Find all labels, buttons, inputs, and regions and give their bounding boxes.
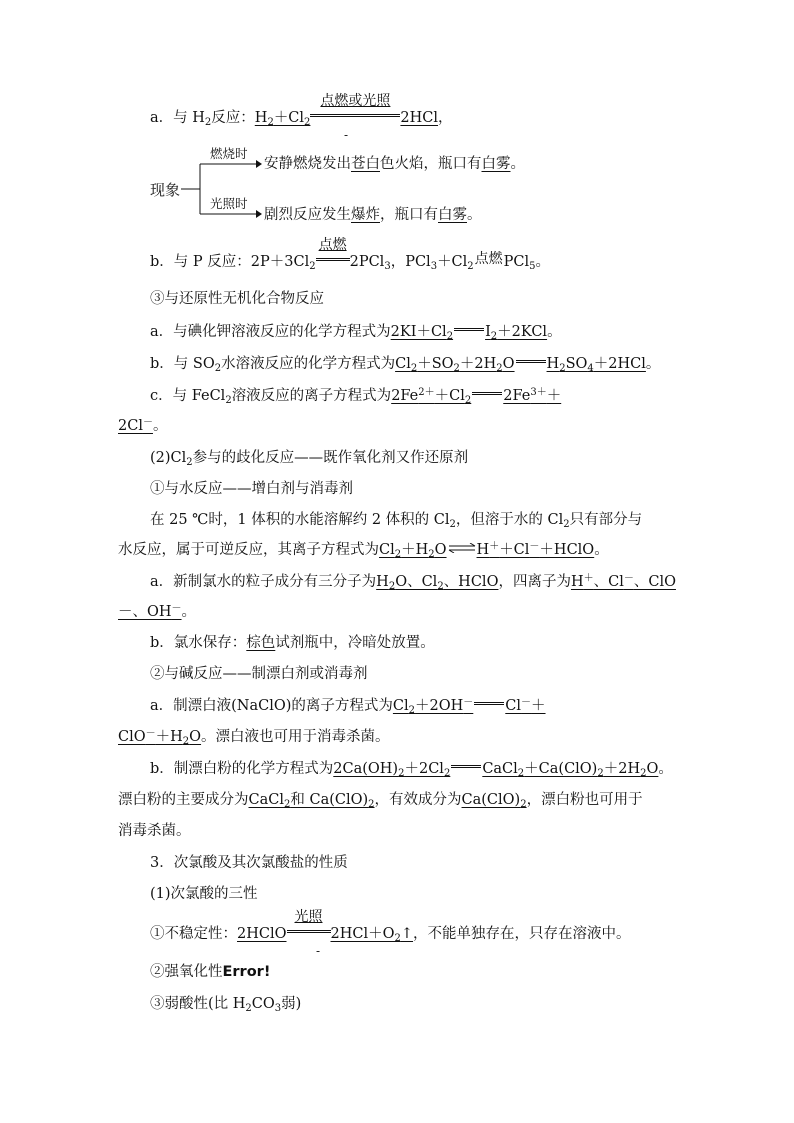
chlorine-water-composition: a．新制氯水的粒子成分有三分子为$H_2O$、$Cl_2$、HClO，四离子为H＋、Cl－、ClO [150, 573, 676, 592]
water-paragraph-1: 在 25 ℃时，1 体积的水能溶解约 2 体积的 $Cl_2$，但溶于水的 $Cl_2$只有部分与 [150, 512, 643, 530]
hclo-unstable-line: ①不稳定性：2HClO 光照 $2HCl+O_2↑$，不能单独存在，只存在溶液中。 [150, 909, 631, 944]
naclo-line-cont: $ClO^-+H_2O$。漂白液也可用于消毒杀菌。 [118, 728, 390, 747]
disproportion-heading: $(2)Cl_2$参与的歧化反应——既作氧化剂又作还原剂 [150, 450, 469, 468]
light-condition: 光照时 [210, 196, 248, 211]
hclo-heading: 3．次氯酸及其次氯酸盐的性质 [150, 855, 348, 871]
ki-line: a．与碘化钾溶液反应的化学方程式为$2KI+Cl_2$ $I_2+2KCl$。 [150, 324, 562, 342]
equals-sign [454, 328, 484, 331]
base-heading: ②与碱反应——制漂白剂或消毒剂 [150, 666, 368, 682]
so2-line: b．与 $SO_2$水溶液反应的化学方程式为$Cl_2+SO_2+2H_2O$ $H_2SO_4+2HCl$。 [150, 356, 661, 374]
hclo-oxidizing: ②强氧化性Error! [150, 964, 271, 980]
equals-sign [472, 392, 502, 395]
bleaching-powder-line: b．制漂白粉的化学方程式为$2Ca(OH)_2+2Cl_2$ $CaCl_2+Ca(ClO)_2+2H_2O$。 [150, 761, 673, 779]
reversible-arrow-icon [448, 543, 476, 553]
fecl2-line-cont: 2Cl－。 [118, 417, 168, 434]
chlorine-water-composition-cont: －、OH－。 [118, 603, 197, 620]
reducing-heading: ③与还原性无机化合物反应 [150, 291, 324, 307]
burning-condition: 燃烧时 [210, 146, 248, 161]
h2-reaction-line: a．与 $H_2$反应：$H_2+Cl_2$ 点燃或光照 2HCl， [150, 93, 453, 128]
h2-condition: 点燃或光照 [310, 108, 400, 128]
equals-sign [451, 765, 481, 768]
equals-sign [516, 360, 546, 363]
bleaching-powder-last: 消毒杀菌。 [118, 823, 191, 839]
p-reaction-line: b．与 P 反应：$2P+3Cl_2$ 点燃 2PCl$_3$，$PCl_3+Cl_2$ 点燃 PCl$_5$。 [150, 237, 551, 272]
water-heading: ①与水反应——增白剂与消毒剂 [150, 481, 353, 497]
h2-eq-rhs: 2HCl [400, 110, 439, 126]
light-phenomenon: 剧烈反应发生爆炸，瓶口有白雾。 [264, 207, 482, 223]
bleaching-powder-components: 漂白粉的主要成分为CaCl$_2$和 $Ca(ClO)_2$，有效成分为$Ca(ClO)_2$，漂白粉也可用于 [118, 792, 643, 810]
naclo-line: a．制漂白液(NaClO)的离子方程式为$Cl_2+2OH^-$ Cl－＋ [150, 697, 546, 716]
p-eq1-condition: 点燃 [316, 252, 350, 272]
chlorine-water-storage: b．氯水保存：棕色试剂瓶中，冷暗处放置。 [150, 635, 435, 651]
burning-phenomenon: 安静燃烧发出苍白色火焰，瓶口有白雾。 [264, 156, 525, 172]
h2-eq-lhs: $H_2+Cl_2$ [254, 110, 311, 128]
water-paragraph-2: 水反应，属于可逆反应，其离子方程式为$Cl_2+H_2O$ H＋＋Cl－＋HClO。 [118, 541, 609, 560]
hclo-condition: 光照 [287, 924, 331, 944]
hclo-acidity: ③弱酸性(比 $H_2CO_3$弱) [150, 996, 302, 1014]
phenomena-label: 现象 [150, 181, 181, 199]
phenomena-branch-lines [0, 0, 794, 240]
equals-sign [474, 702, 504, 705]
fecl2-line: c．与 FeCl$_2$溶液反应的离子方程式为$2Fe^{2+}+Cl_2$ $2Fe^{3+}+$ [150, 387, 562, 406]
hclo-three-properties: (1)次氯酸的三性 [150, 886, 258, 902]
